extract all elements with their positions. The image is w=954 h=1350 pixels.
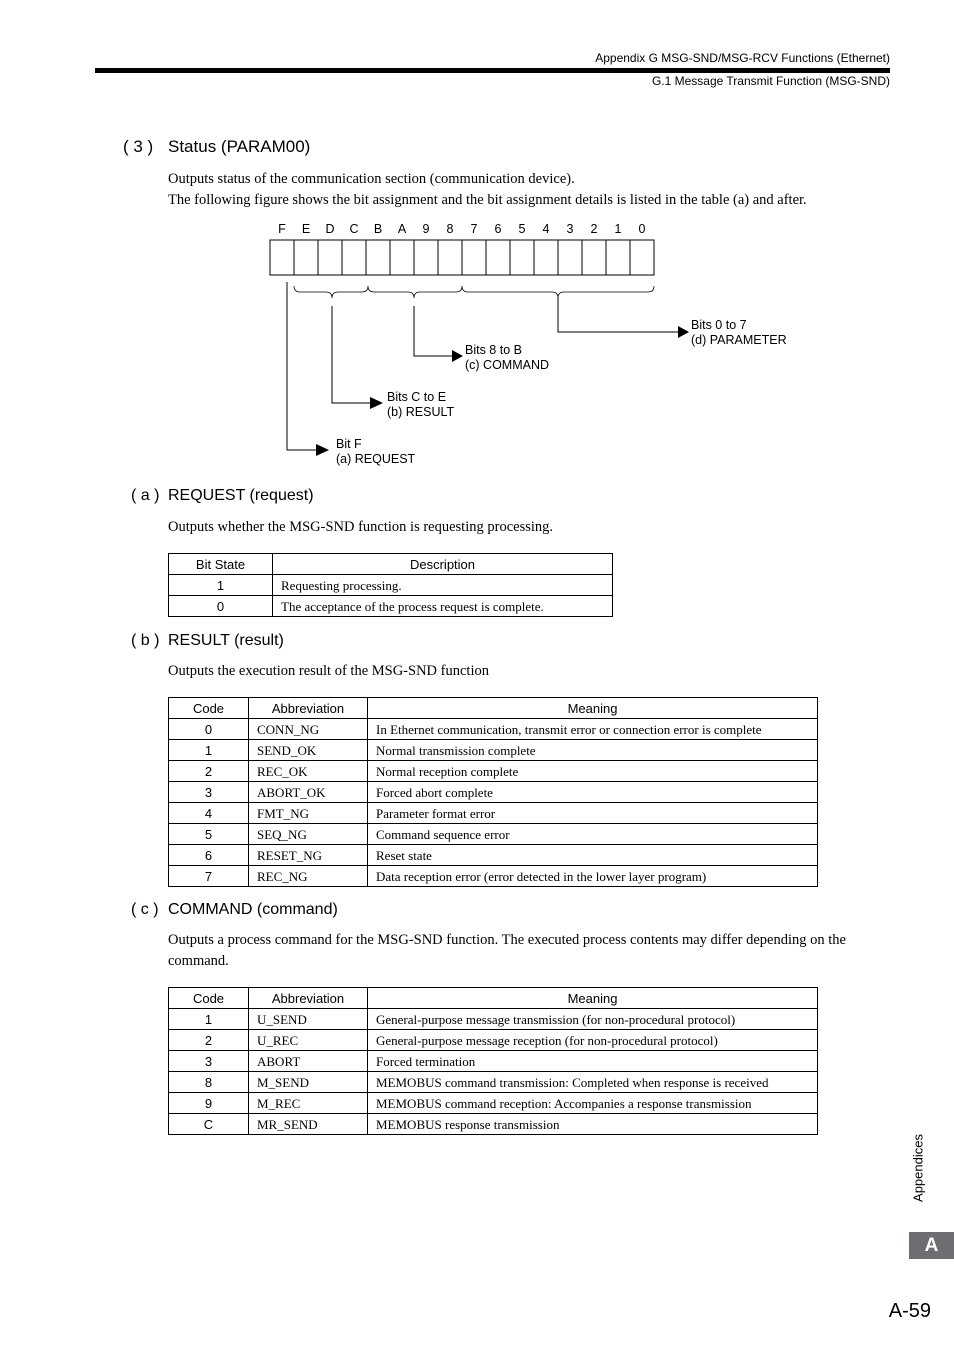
table-row: [169, 596, 613, 617]
side-tab-label: Appendices: [910, 1134, 926, 1202]
result-table-cell-5-0: 5: [169, 824, 249, 845]
result-table-cell-2-0: 2: [169, 761, 249, 782]
bit-cell-0: [630, 240, 654, 275]
command-table-header-1: Abbreviation: [249, 988, 368, 1009]
bit-cell-4: [534, 240, 558, 275]
bit-label-4: 4: [542, 222, 550, 236]
bit-cell-7: [462, 240, 486, 275]
result-table-cell-0-2: In Ethernet communication, transmit error or connection error is complete: [368, 719, 818, 740]
command-table-cell-5-2: MEMOBUS response transmission: [368, 1114, 818, 1135]
command-table: [168, 987, 818, 1135]
bit-label-B: B: [373, 222, 383, 236]
bit-cell-3: [558, 240, 582, 275]
command-table-cell-1-2: General-purpose message reception (for non-procedural protocol): [368, 1030, 818, 1051]
label-parameter-bits: Bits 0 to 7: [691, 318, 747, 332]
result-table-cell-1-1: SEND_OK: [249, 740, 368, 761]
bit-cell-B: [366, 240, 390, 275]
sub-c-number: ( c ): [131, 901, 159, 918]
brace-bits-c-to-e: [294, 286, 368, 298]
table-row: [169, 824, 818, 845]
bit-cell-A: [390, 240, 414, 275]
bit-cell-5: [510, 240, 534, 275]
bit-label-5: 5: [518, 222, 526, 236]
table-row: [169, 782, 818, 803]
command-table-cell-2-0: 3: [169, 1051, 249, 1072]
bit-cell-9: [414, 240, 438, 275]
table-row: [169, 866, 818, 887]
command-table-header-2: Meaning: [368, 988, 818, 1009]
sub-c-para-2: command.: [168, 953, 229, 969]
sub-a-title: REQUEST (request): [168, 487, 314, 504]
command-table-cell-0-2: General-purpose message transmission (for non-procedural protocol): [368, 1009, 818, 1030]
label-parameter: [691, 318, 787, 348]
side-tab-letter: A: [909, 1232, 954, 1259]
command-table-cell-5-0: C: [169, 1114, 249, 1135]
request-table: [168, 553, 613, 617]
result-table-cell-4-1: FMT_NG: [249, 803, 368, 824]
arrow-command: [452, 350, 463, 362]
label-parameter-name: (d) PARAMETER: [691, 333, 787, 347]
result-table-cell-2-1: REC_OK: [249, 761, 368, 782]
bit-cell-C: [342, 240, 366, 275]
bit-label-F: F: [278, 222, 286, 236]
sub-a-number: ( a ): [131, 487, 160, 504]
brace-bits-0-to-7: [462, 286, 654, 298]
brace-bits-8-to-b: [368, 286, 462, 298]
result-table: [168, 697, 818, 887]
command-table-cell-0-0: 1: [169, 1009, 249, 1030]
bit-cell-1: [606, 240, 630, 275]
bit-cell-E: [294, 240, 318, 275]
bit-label-1: 1: [614, 222, 622, 236]
section-3-para-1: Outputs status of the communication section (communication device).: [168, 171, 575, 187]
bit-cell-F: [270, 240, 294, 275]
arrow-parameter: [678, 326, 689, 338]
bit-cell-2: [582, 240, 606, 275]
command-table-cell-1-1: U_REC: [249, 1030, 368, 1051]
sub-c-title: COMMAND (command): [168, 901, 338, 918]
table-row: [169, 1009, 818, 1030]
chapter-header: Appendix G MSG-SND/MSG-RCV Functions (Ethernet): [595, 51, 890, 65]
leader-command: [414, 306, 452, 356]
result-table-cell-5-2: Command sequence error: [368, 824, 818, 845]
request-table-cell-1-0: 0: [169, 596, 273, 617]
command-table-cell-5-1: MR_SEND: [249, 1114, 368, 1135]
command-table-cell-0-1: U_SEND: [249, 1009, 368, 1030]
request-table-cell-1-1: The acceptance of the process request is complete.: [273, 596, 613, 617]
result-table-cell-7-0: 7: [169, 866, 249, 887]
sub-c-para-1: Outputs a process command for the MSG-SND function. The executed process contents may differ depending on the: [168, 932, 846, 948]
command-table-cell-2-2: Forced termination: [368, 1051, 818, 1072]
result-table-cell-7-1: REC_NG: [249, 866, 368, 887]
table-row: [169, 1030, 818, 1051]
result-table-cell-7-2: Data reception error (error detected in the lower layer program): [368, 866, 818, 887]
leader-request: [287, 282, 316, 450]
section-3-para-2: The following figure shows the bit assignment and the bit assignment details is listed in the table (a) and after.: [168, 192, 807, 208]
label-command-bits: Bits 8 to B: [465, 343, 522, 357]
bit-assignment-figure: [0, 0, 954, 480]
bit-label-C: C: [349, 222, 359, 236]
arrow-result: [370, 397, 383, 409]
result-table-cell-6-2: Reset state: [368, 845, 818, 866]
bit-label-9: 9: [422, 222, 430, 236]
label-result: [387, 390, 454, 420]
table-row: [169, 719, 818, 740]
label-command: [465, 343, 549, 373]
table-row: [169, 803, 818, 824]
result-table-header-0: Code: [169, 698, 249, 719]
request-table-header-1: Description: [273, 554, 613, 575]
result-table-cell-1-0: 1: [169, 740, 249, 761]
command-table-cell-1-0: 2: [169, 1030, 249, 1051]
label-result-bits: Bits C to E: [387, 390, 447, 404]
command-table-cell-4-1: M_REC: [249, 1093, 368, 1114]
result-table-cell-4-2: Parameter format error: [368, 803, 818, 824]
page-number: A-59: [888, 1300, 931, 1322]
label-request-bits: Bit F: [336, 437, 362, 451]
bit-label-0: 0: [638, 222, 646, 236]
result-table-header-2: Meaning: [368, 698, 818, 719]
command-table-header-0: Code: [169, 988, 249, 1009]
table-row: [169, 845, 818, 866]
command-table-cell-4-0: 9: [169, 1093, 249, 1114]
sub-a-para: Outputs whether the MSG-SND function is requesting processing.: [168, 519, 554, 535]
command-table-cell-2-1: ABORT: [249, 1051, 368, 1072]
table-row: [169, 1093, 818, 1114]
result-table-cell-3-1: ABORT_OK: [249, 782, 368, 803]
bit-label-D: D: [325, 222, 335, 236]
command-table-cell-4-2: MEMOBUS command reception: Accompanies a response transmission: [368, 1093, 818, 1114]
table-row: [169, 1051, 818, 1072]
section-header: G.1 Message Transmit Function (MSG-SND): [651, 74, 890, 88]
bit-label-7: 7: [470, 222, 478, 236]
result-table-cell-4-0: 4: [169, 803, 249, 824]
bit-label-3: 3: [566, 222, 574, 236]
request-table-cell-0-1: Requesting processing.: [273, 575, 613, 596]
sub-b-title: RESULT (result): [168, 632, 284, 649]
bit-label-E: E: [301, 222, 311, 236]
request-table-cell-0-0: 1: [169, 575, 273, 596]
result-table-cell-0-0: 0: [169, 719, 249, 740]
table-row: [169, 740, 818, 761]
result-table-cell-6-0: 6: [169, 845, 249, 866]
command-table-cell-3-2: MEMOBUS command transmission: Completed when response is received: [368, 1072, 818, 1093]
command-table-cell-3-1: M_SEND: [249, 1072, 368, 1093]
result-table-cell-1-2: Normal transmission complete: [368, 740, 818, 761]
command-table-cell-3-0: 8: [169, 1072, 249, 1093]
request-table-header-0: Bit State: [169, 554, 273, 575]
result-table-cell-0-1: CONN_NG: [249, 719, 368, 740]
result-table-cell-3-0: 3: [169, 782, 249, 803]
bit-label-6: 6: [494, 222, 502, 236]
arrow-request: [316, 444, 329, 456]
result-table-cell-5-1: SEQ_NG: [249, 824, 368, 845]
sub-b-number: ( b ): [131, 632, 160, 649]
table-row: [169, 1072, 818, 1093]
sub-b-para: Outputs the execution result of the MSG-SND function: [168, 663, 489, 679]
table-row: [169, 1114, 818, 1135]
result-table-cell-6-1: RESET_NG: [249, 845, 368, 866]
section-3-title: Status (PARAM00): [168, 137, 311, 156]
bit-label-2: 2: [590, 222, 598, 236]
label-request-name: (a) REQUEST: [336, 452, 416, 466]
table-row: [169, 761, 818, 782]
bit-cell-6: [486, 240, 510, 275]
table-row: [169, 575, 613, 596]
leader-result: [332, 306, 370, 403]
bit-cell-D: [318, 240, 342, 275]
result-table-header-1: Abbreviation: [249, 698, 368, 719]
label-request: [336, 437, 415, 467]
leader-parameter: [558, 298, 678, 332]
label-command-name: (c) COMMAND: [465, 358, 550, 372]
result-table-cell-2-2: Normal reception complete: [368, 761, 818, 782]
label-result-name: (b) RESULT: [387, 405, 455, 419]
bit-label-8: 8: [446, 222, 454, 236]
section-3-number: ( 3 ): [123, 137, 154, 156]
bit-cell-8: [438, 240, 462, 275]
result-table-cell-3-2: Forced abort complete: [368, 782, 818, 803]
bit-label-A: A: [397, 222, 407, 236]
